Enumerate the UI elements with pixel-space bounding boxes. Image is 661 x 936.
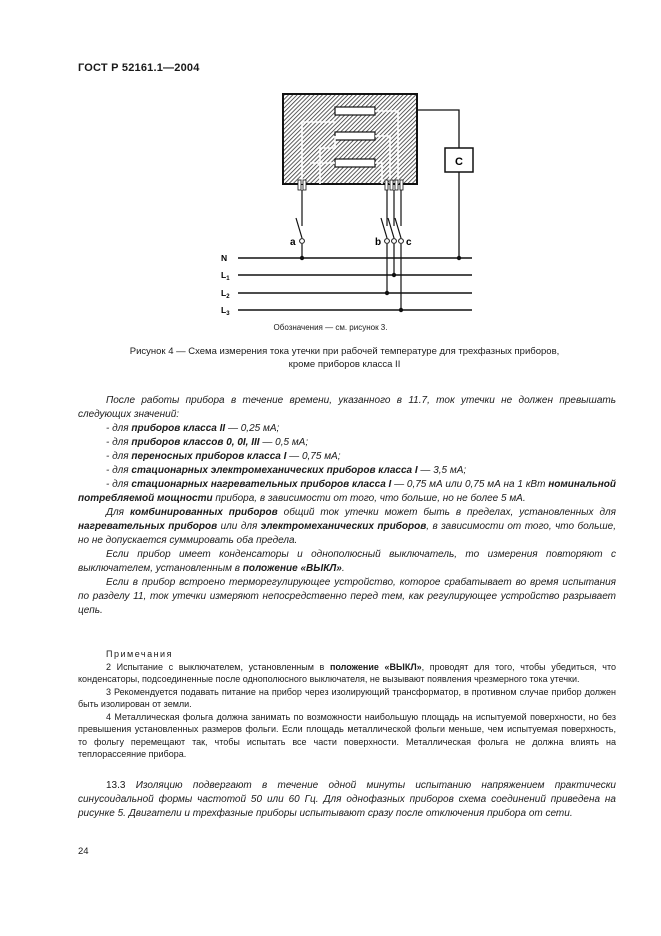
- page-number: 24: [78, 846, 89, 857]
- label-l1: $L_1$: [221, 270, 230, 282]
- section-13-3: [78, 779, 616, 821]
- label-l2: $L_2$: [221, 288, 230, 300]
- figure-legend: Обозначения — см. рисунок 3.: [273, 323, 388, 332]
- section-number: 13.3: [106, 780, 126, 791]
- notes-title: Примечания: [106, 649, 173, 659]
- notes-block: [78, 648, 616, 761]
- heating-element-1: [335, 107, 375, 115]
- note-2: 2 Испытание с выключателем, установленным в положение «ВЫКЛ», проводят для того, чтобы убедиться, что конденсаторы, подсоединенные после однополюсного выключателя, не вызывают появления чрезмерного тока утечки.: [78, 661, 616, 684]
- switch-label-a: a: [290, 237, 296, 248]
- circuit-diagram: [210, 88, 500, 323]
- paragraph-capacitors: Если прибор имеет конденсаторы и однополюсный выключатель, то измерения повторяют с выключателем, установленным в положение «ВЫКЛ».: [78, 549, 616, 574]
- note-3: 3 Рекомендуется подавать питание на прибор через изолирующий трансформатор, в противном случае прибор должен быть изолирован от земли.: [78, 686, 616, 709]
- switch-label-b: b: [375, 237, 382, 248]
- list-item: - для приборов класса II — 0,25 мА;: [106, 423, 280, 434]
- list-item: - для приборов классов 0, 0I, III — 0,5 мА;: [106, 437, 309, 448]
- list-item: - для стационарных электромеханических приборов класса I — 3,5 мА;: [106, 465, 467, 476]
- list-item: - для переносных приборов класса I — 0,75 мА;: [106, 451, 341, 462]
- heating-element-2: [335, 132, 375, 140]
- section-text: Изоляцию подвергают в течение одной минуты испытанию напряжением практически синусоидальной формы частотой 50 или 60 Гц. Для однофазных приборов схема соединений приведена на рисунке 5. Двигатели и трехфазные приборы испытывают сразу после отключения прибора от сети.: [78, 780, 616, 819]
- body-text: [78, 394, 616, 618]
- note-4: 4 Металлическая фольга должна занимать по возможности наибольшую площадь на испытуемой поверхности, но без превышения установленных размеров фольги. Если площадь металлической фольги меньше, чем испытуемая поверхность, то фольгу перемещают так, чтобы испытать все части поверхности. Металлическая фольга не должна влиять на теплорассеяние прибора.: [78, 711, 616, 759]
- list-item: - для стационарных нагревательных приборов класса I — 0,75 мА или 0,75 мА на 1 кВт номинальной потребляемой мощности прибора, в зависимости от того, что больше, но не более 5 мА.: [78, 479, 616, 504]
- measuring-circuit-label: C: [455, 156, 463, 168]
- figure-caption: [92, 346, 597, 371]
- document-header: ГОСТ Р 52161.1—2004: [78, 62, 200, 74]
- switch-label-c: c: [406, 237, 412, 248]
- paragraph-limits-intro: После работы прибора в течение времени, указанного в 11.7, ток утечки не должен превышать следующих значений:: [78, 395, 616, 420]
- paragraph-combined: Для комбинированных приборов общий ток утечки может быть в пределах, установленных для нагревательных приборов или для электромеханических приборов, в зависимости от того, что больше, но не допускается суммировать оба предела.: [78, 507, 616, 546]
- heating-element-3: [335, 159, 375, 167]
- paragraph-thermostat: Если в прибор встроено терморегулирующее устройство, которое срабатывает во время испытания по разделу 11, ток утечки измеряют непосредственно перед тем, как регулирующее устройство разрывает цепь.: [78, 577, 616, 616]
- caption-line-1: Рисунок 4 — Схема измерения тока утечки при рабочей температуре для трехфазных приборов,: [129, 346, 560, 357]
- caption-line-2: кроме приборов класса II: [288, 358, 401, 370]
- label-l3: $L_3$: [221, 305, 230, 317]
- label-n: N: [221, 253, 228, 263]
